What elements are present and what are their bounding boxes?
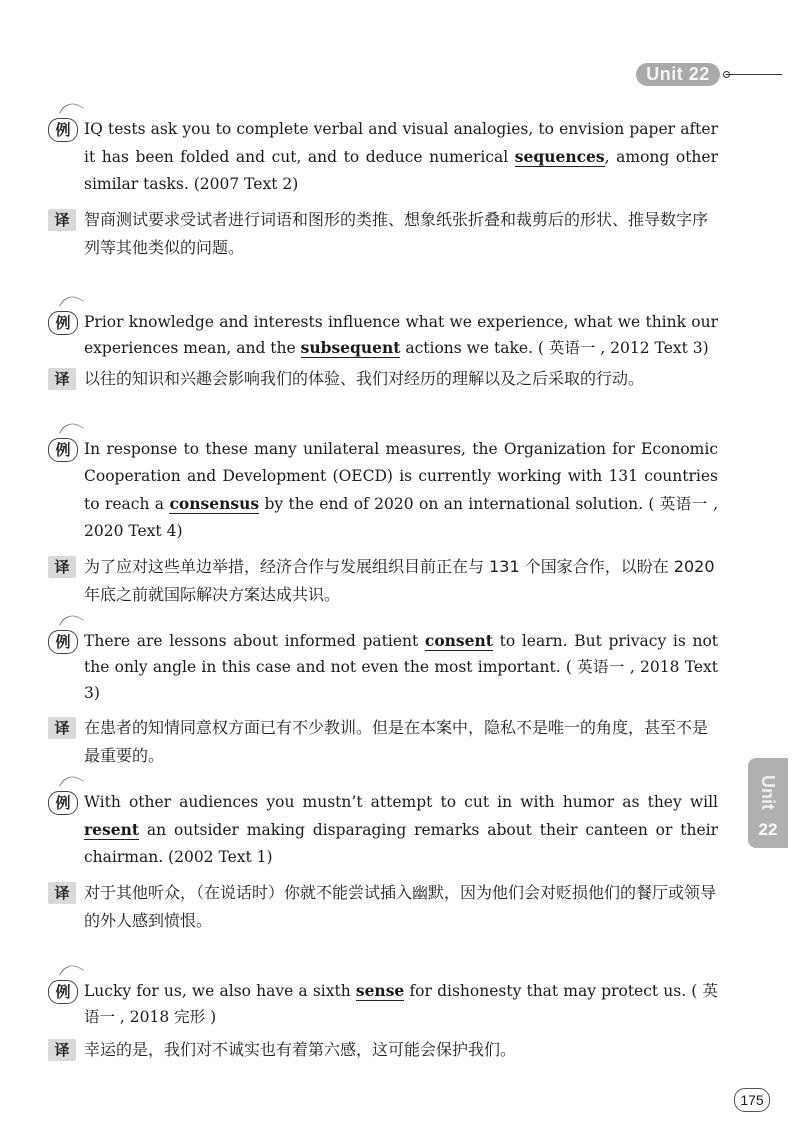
example-block-3 <box>38 436 718 609</box>
keyword: subsequent <box>300 338 401 357</box>
example-block-2 <box>38 309 718 393</box>
english-sentence <box>84 628 718 706</box>
translation <box>38 553 718 609</box>
keyword: resent <box>84 820 140 839</box>
page-number: 175 <box>734 1088 770 1112</box>
translation <box>38 365 718 393</box>
example-marker: 例 <box>48 980 78 1004</box>
example-sentence <box>38 628 718 706</box>
sentence-text: IQ tests ask you to complete verbal and visual analogies, to envision paper after it has been folded and cut, and to deduce numerical <box>84 120 718 166</box>
example-marker: 例 <box>48 311 78 335</box>
example-marker: 例 <box>48 118 78 142</box>
sentence-text: With other audiences you mustn’t attempt to cut in with humor as they will <box>84 793 718 811</box>
translation-marker: 译 <box>48 209 76 231</box>
sentence-text: There are lessons about informed patient <box>84 632 425 650</box>
english-sentence <box>84 309 718 361</box>
sentence-text: In response to these many unilateral measures, the Organization for Economic Cooperation and Development (OECD) is currently working with 131 countries to reach a <box>84 440 718 513</box>
example-marker: 例 <box>48 791 78 815</box>
sentence-text: actions we take. ( 英语一 , 2012 Text 3) <box>400 339 709 357</box>
sentence-text: to learn. But privacy is not the only angle in this case and not even the most important. ( 英语一 , 2018 Text 3) <box>84 632 719 702</box>
english-sentence <box>84 978 718 1030</box>
unit-label: Unit 22 <box>636 63 720 86</box>
english-sentence <box>84 436 718 545</box>
chinese-translation: 对于其他听众，（在说话时）你就不能尝试插入幽默，因为他们会对贬损他们的餐厅或领导的外人感到愤恨。 <box>84 883 717 930</box>
chinese-translation: 为了应对这些单边举措，经济合作与发展组织目前正在与 131 个国家合作，以盼在 2020 年底之前就国际解决方案达成共识。 <box>84 557 715 604</box>
example-block-5 <box>38 789 718 935</box>
translation <box>38 879 718 935</box>
translation <box>38 1036 718 1064</box>
sentence-text: an outsider making disparaging remarks about their canteen or their chairman. (2002 Text 1) <box>84 821 718 866</box>
example-block-1 <box>38 116 718 262</box>
chinese-translation: 在患者的知情同意权方面已有不少教训。但是在本案中，隐私不是唯一的角度，甚至不是最重要的。 <box>84 718 709 765</box>
example-sentence <box>38 436 718 545</box>
translation-marker: 译 <box>48 882 76 904</box>
unit-line <box>726 74 782 75</box>
english-sentence <box>84 789 718 871</box>
side-tab-number: 22 <box>758 820 778 839</box>
translation <box>38 206 718 262</box>
example-block-4 <box>38 628 718 770</box>
sentence-text: by the end of 2020 on an international solution. ( 英语一 , 2020 Text 4) <box>84 495 718 540</box>
translation-marker: 译 <box>48 717 76 739</box>
chinese-translation: 以往的知识和兴趣会影响我们的体验、我们对经历的理解以及之后采取的行动。 <box>84 369 645 388</box>
chinese-translation: 智商测试要求受试者进行词语和图形的类推、想象纸张折叠和裁剪后的形状、推导数字序列等其他类似的问题。 <box>84 210 709 257</box>
sentence-text: for dishonesty that may protect us. ( 英语一 , 2018 完形 ) <box>84 982 718 1026</box>
example-sentence <box>38 978 718 1030</box>
translation <box>38 714 718 770</box>
keyword: consensus <box>169 494 260 513</box>
sentence-text: Lucky for us, we also have a sixth <box>84 982 356 1000</box>
translation-marker: 译 <box>48 1039 76 1061</box>
chinese-translation: 幸运的是，我们对不诚实也有着第六感，这可能会保护我们。 <box>84 1040 517 1059</box>
example-sentence <box>38 309 718 361</box>
side-tab-label: Unit <box>758 774 778 810</box>
translation-marker: 译 <box>48 556 76 578</box>
translation-marker: 译 <box>48 368 76 390</box>
example-sentence <box>38 789 718 871</box>
keyword: consent <box>424 631 493 650</box>
example-marker: 例 <box>48 630 78 654</box>
keyword: sense <box>355 981 405 1000</box>
sentence-text: , among other similar tasks. (2007 Text 2) <box>84 148 718 193</box>
keyword: sequences <box>514 147 605 166</box>
example-sentence <box>38 116 718 198</box>
english-sentence <box>84 116 718 198</box>
sentence-text: Prior knowledge and interests influence what we experience, what we think our experiences mean, and the <box>84 313 718 357</box>
example-block-6 <box>38 978 718 1064</box>
side-unit-tab <box>748 758 788 848</box>
example-marker: 例 <box>48 438 78 462</box>
